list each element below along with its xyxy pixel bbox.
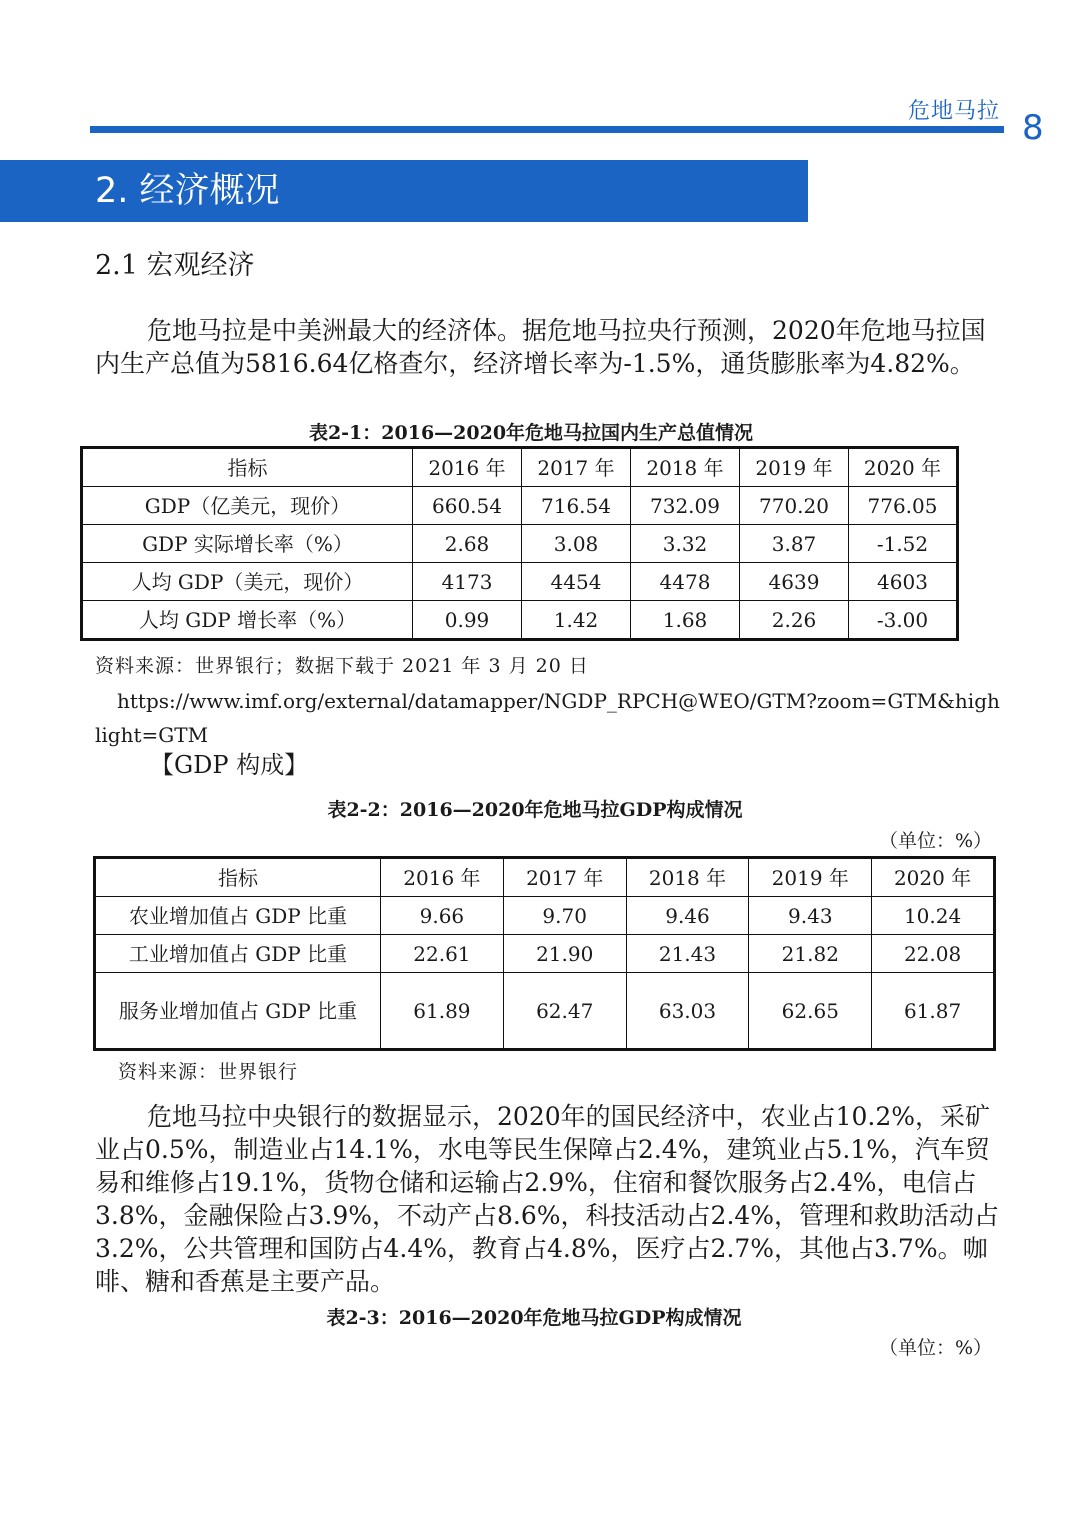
table-cell: 3.08 [522,525,631,563]
table-header-cell: 2018 年 [626,858,749,897]
table-cell: -1.52 [849,525,958,563]
table-cell: 4173 [413,563,522,601]
table-cell: 1.42 [522,601,631,640]
source-link[interactable]: https://www.imf.org/external/datamapper/NGDP_RPCH@WEO/GTM?zoom=GTM&highlight=GTM [95,689,1000,747]
table2-caption: 表2-2：2016—2020年危地马拉GDP构成情况 [327,799,743,821]
table-cell: 3.87 [740,525,849,563]
table-header-cell: 2019 年 [749,858,872,897]
table-header-cell: 2016 年 [413,448,522,487]
table-cell: 63.03 [626,973,749,1050]
composition-paragraph: 危地马拉中央银行的数据显示，2020年的国民经济中，农业占10.2%，采矿业占0.5%，制造业占14.1%，水电等民生保障占2.4%，建筑业占5.1%，汽车贸易和维修占19.1%，货物仓储和运输占2.9%，住宿和餐饮服务占2.4%，电信占3.8%，金融保险占3.9%，不动产占8.6%，科技活动占2.4%，管理和救助活动占3.2%，公共管理和国防占4.4%，教育占4.8%，医疗占2.7%，其他占3.7%。咖啡、糖和香蕉是主要产品。 [95,1102,1000,1296]
table-cell: 4454 [522,563,631,601]
row-label: GDP（亿美元，现价） [82,487,413,525]
table3-caption: 表2-3：2016—2020年危地马拉GDP构成情况 [326,1307,742,1329]
table-cell: 2.68 [413,525,522,563]
table-header-cell: 2020 年 [872,858,995,897]
table-cell: 776.05 [849,487,958,525]
table-cell: 660.54 [413,487,522,525]
table-cell: 61.89 [381,973,504,1050]
row-label: GDP 实际增长率（%） [82,525,413,563]
table-cell: 4603 [849,563,958,601]
gdp-composition-table [93,856,996,1051]
table-cell: 732.09 [631,487,740,525]
table-cell: 9.66 [381,897,504,935]
row-label: 人均 GDP 增长率（%） [82,601,413,640]
table-cell: 4478 [631,563,740,601]
table-row [95,935,995,973]
table-header-row [95,858,995,897]
table-cell: 9.43 [749,897,872,935]
table-header-cell: 2018 年 [631,448,740,487]
table-cell: 21.43 [626,935,749,973]
row-label: 服务业增加值占 GDP 比重 [95,973,381,1050]
table-cell: -3.00 [849,601,958,640]
table-header-cell: 指标 [82,448,413,487]
table-cell: 716.54 [522,487,631,525]
table-cell: 62.47 [503,973,626,1050]
table1-source: 资料来源：世界银行；数据下载于 2021 年 3 月 20 日 [95,655,589,677]
table-cell: 2.26 [740,601,849,640]
table-header-cell: 2017 年 [503,858,626,897]
table-header-cell: 2016 年 [381,858,504,897]
intro-paragraph: 危地马拉是中美洲最大的经济体。据危地马拉央行预测，2020年危地马拉国内生产总值为5816.64亿格查尔，经济增长率为-1.5%，通货膨胀率为4.82%。 [95,316,986,378]
table-cell: 1.68 [631,601,740,640]
table-cell: 9.70 [503,897,626,935]
table-cell: 3.32 [631,525,740,563]
table2-source: 资料来源：世界银行 [118,1061,299,1083]
table-row [95,973,995,1050]
table-row [95,897,995,935]
section-title: 2.1 宏观经济 [95,250,255,281]
table-header-cell: 指标 [95,858,381,897]
chapter-title: 2. 经济概况 [95,171,280,211]
table1-caption: 表2-1：2016—2020年危地马拉国内生产总值情况 [308,422,754,444]
row-label: 农业增加值占 GDP 比重 [95,897,381,935]
table-row [82,525,958,563]
gdp-table [80,446,959,641]
table-cell: 9.46 [626,897,749,935]
table-header-row [82,448,958,487]
table-header-cell: 2020 年 [849,448,958,487]
table2-unit: （单位：%） [878,830,992,852]
table-cell: 22.61 [381,935,504,973]
table-cell: 770.20 [740,487,849,525]
table3-unit: （单位：%） [878,1337,992,1359]
table-cell: 22.08 [872,935,995,973]
table-header-cell: 2017 年 [522,448,631,487]
table-cell: 21.82 [749,935,872,973]
table-header-cell: 2019 年 [740,448,849,487]
table-cell: 10.24 [872,897,995,935]
row-label: 工业增加值占 GDP 比重 [95,935,381,973]
table-row [82,601,958,640]
gdp-composition-subhead: 【GDP 构成】 [150,751,309,779]
header-rule [90,126,1004,133]
page-number: 8 [1022,108,1044,148]
table-cell: 61.87 [872,973,995,1050]
table-cell: 0.99 [413,601,522,640]
table-row [82,487,958,525]
table-cell: 62.65 [749,973,872,1050]
table-row [82,563,958,601]
row-label: 人均 GDP（美元，现价） [82,563,413,601]
table-cell: 21.90 [503,935,626,973]
running-title: 危地马拉 [907,99,1000,124]
chapter-banner [0,160,808,222]
table-cell: 4639 [740,563,849,601]
